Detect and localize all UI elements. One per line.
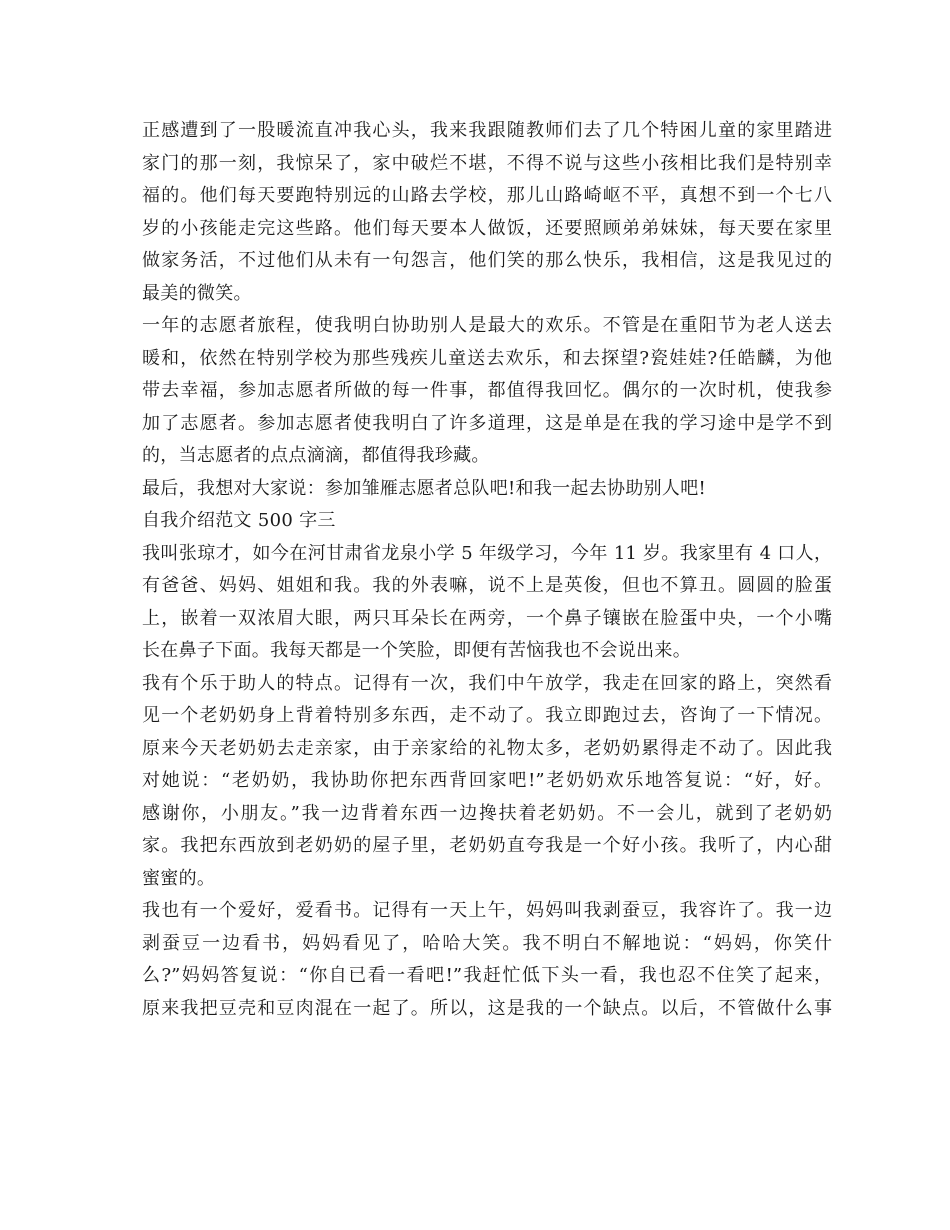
text-line: 的，当志愿者的点点滴滴，都值得我珍藏。	[142, 445, 490, 466]
text-line: 自我介绍范文 500 字三	[142, 510, 336, 531]
text-line: 暖和，依然在特别学校为那些残疾儿童送去欢乐，和去探望?瓷娃娃?任皓麟，为他	[142, 347, 832, 369]
document-body	[142, 115, 832, 1025]
text-line: 最后，我想对大家说：参加雏雁志愿者总队吧!和我一起去协助别人吧!	[142, 477, 707, 499]
text-line: 家门的那一刻，我惊呆了，家中破烂不堪，不得不说与这些小孩相比我们是特别幸	[142, 152, 832, 174]
text-line: 有爸爸、妈妈、姐姐和我。我的外表嘛，说不上是英俊，但也不算丑。圆圆的脸蛋	[142, 575, 832, 596]
text-line: 正感遭到了一股暖流直冲我心头，我来我跟随教师们去了几个特困儿童的家里踏进	[142, 120, 832, 141]
text-line: 剥蚕豆一边看书，妈妈看见了，哈哈大笑。我不明白不解地说：“妈妈，你笑什	[142, 932, 832, 954]
text-line: 我有个乐于助人的特点。记得有一次，我们中午放学，我走在回家的路上，突然看	[142, 672, 832, 694]
text-line: 原来我把豆壳和豆肉混在一起了。所以，这是我的一个缺点。以后，不管做什么事	[142, 997, 832, 1019]
text-line: 带去幸福，参加志愿者所做的每一件事，都值得我回忆。偶尔的一次时机，使我参	[142, 380, 832, 401]
text-line: 见一个老奶奶身上背着特别多东西，走不动了。我立即跑过去，咨询了一下情况。	[142, 705, 832, 726]
text-line: 原来今天老奶奶去走亲家，由于亲家给的礼物太多，老奶奶累得走不动了。因此我	[142, 737, 832, 759]
text-line: 家。我把东西放到老奶奶的屋子里，老奶奶直夸我是一个好小孩。我听了，内心甜	[142, 835, 832, 856]
text-line: 我也有一个爱好，爱看书。记得有一天上午，妈妈叫我剥蚕豆，我容许了。我一边	[142, 900, 832, 921]
text-line: 么?”妈妈答复说：“你自已看一看吧!”我赶忙低下头一看，我也忍不住笑了起来，	[142, 965, 832, 986]
text-line: 对她说：“老奶奶，我协助你把东西背回家吧!”老奶奶欢乐地答复说：“好，好。	[142, 770, 832, 791]
text-line: 我叫张琼才，如今在河甘肃省龙泉小学 5 年级学习，今年 11 岁。我家里有 4 口人，	[142, 542, 832, 564]
text-line: 加了志愿者。参加志愿者使我明白了许多道理，这是单是在我的学习途中是学不到	[142, 412, 832, 434]
text-line: 福的。他们每天要跑特别远的山路去学校，那儿山路崎岖不平，真想不到一个七八	[142, 185, 832, 206]
text-line: 一年的志愿者旅程，使我明白协助别人是最大的欢乐。不管是在重阳节为老人送去	[142, 315, 832, 336]
text-line: 做家务活，不过他们从未有一句怨言，他们笑的那么快乐，我相信，这是我见过的	[142, 250, 832, 271]
text-line: 蜜蜜的。	[142, 867, 216, 889]
text-line: 岁的小孩能走完这些路。他们每天要本人做饭，还要照顾弟弟妹妹，每天要在家里	[142, 217, 832, 239]
text-line: 上，嵌着一双浓眉大眼，两只耳朵长在两旁，一个鼻子镶嵌在脸蛋中央，一个小嘴	[142, 607, 832, 629]
text-line: 长在鼻子下面。我每天都是一个笑脸，即便有苦恼我也不会说出来。	[142, 640, 691, 661]
text-line: 最美的微笑。	[142, 282, 252, 304]
text-line: 感谢你，小朋友。”我一边背着东西一边搀扶着老奶奶。不一会儿，就到了老奶奶	[142, 802, 832, 824]
